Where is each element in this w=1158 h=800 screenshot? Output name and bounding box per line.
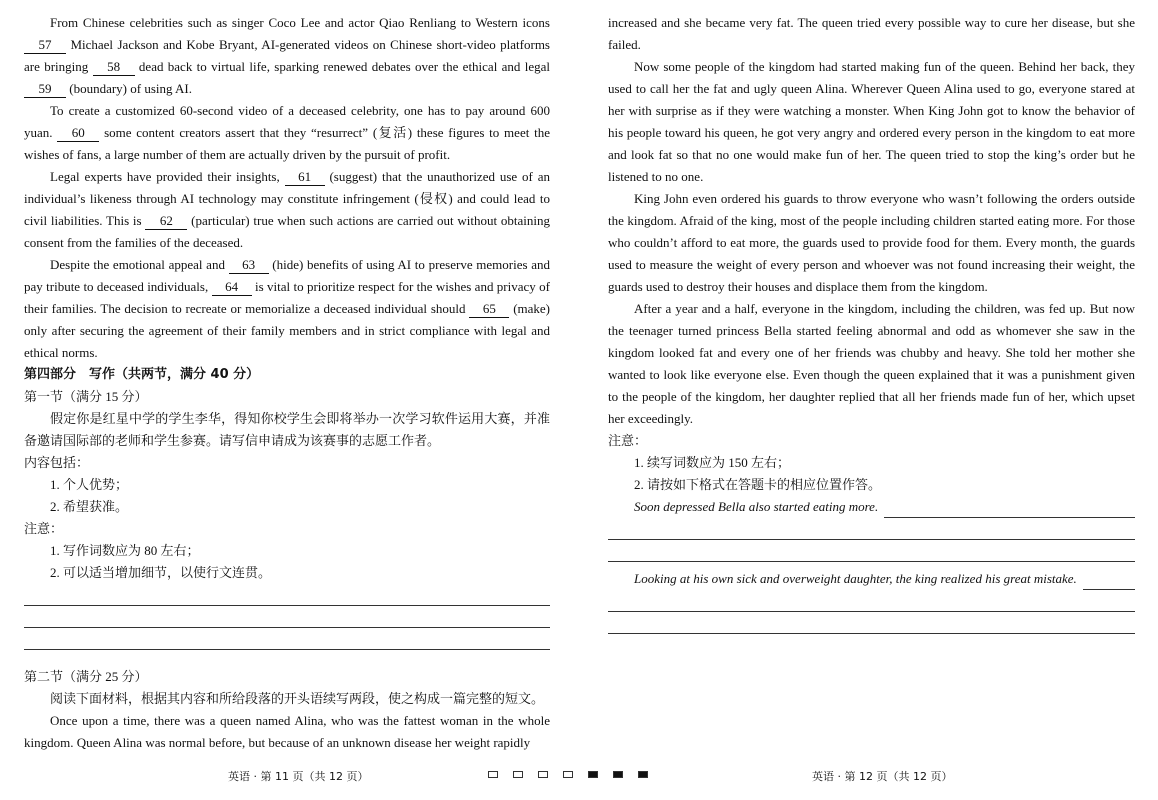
writing-line[interactable] (608, 540, 1135, 562)
left-page-column (24, 12, 550, 754)
note-item-2: 2. 可以适当增加细节，以使行文连贯。 (50, 565, 272, 580)
story-paragraph-3: King John even ordered his guards to throw everyone who wasn’t following the orders outside the kingdom. Afraid of the king, most of the people including children started eating more. For those who couldn’t afford to eat more, the guards used to provide food for them. Every month, the guards used to measure the weight of every person and whoever was not found increasing their weight, the guards used to destroy their houses and displace them from the kingdom. (608, 191, 1135, 294)
part-4-title: 第四部分 写作（共两节，满分 40 分） (24, 367, 260, 382)
writing-line[interactable] (884, 501, 1135, 518)
cloze-paragraph-3 (24, 166, 550, 254)
blank-65: 65 (469, 301, 509, 318)
section-1-title: 第一节（满分 15 分） (24, 389, 148, 404)
writing-line[interactable] (24, 606, 550, 628)
blank-60: 60 (57, 125, 99, 142)
blank-57: 57 (24, 37, 66, 54)
prompt-text: Looking at his own sick and overweight daughter, the king realized his great mistake. (634, 571, 1077, 586)
content-item-2: 2. 希望获准。 (50, 499, 129, 514)
text: (suggest) that the unauthorized use of an individual’s likeness through AI technology may constitute infringement (侵权) and could lead to civil liabilities. This is (24, 169, 550, 228)
story-paragraph-1: Once upon a time, there was a queen named Alina, who was the fattest woman in the whole kingdom. Queen Alina was normal before, but because of an unknown disease her weight rapidly (24, 713, 550, 750)
note-label: 注意： (608, 433, 648, 448)
square-mark (563, 771, 573, 778)
registration-marks (488, 771, 648, 778)
note-label: 注意： (24, 521, 64, 536)
text: Despite the emotional appeal and (50, 257, 229, 272)
blank-61: 61 (285, 169, 325, 186)
section-1-instructions: 假定你是红星中学的学生李华，得知你校学生会即将举办一次学习软件运用大赛，并准备邀请国际部的老师和学生参赛。请写信申请成为该赛事的志愿工作者。 (24, 411, 550, 448)
filled-square-mark (613, 771, 623, 778)
cloze-paragraph-1 (24, 12, 550, 100)
square-mark (513, 771, 523, 778)
text: (hide) benefits of using AI to preserve memories and pay tribute to deceased individuals, (24, 257, 550, 294)
cloze-paragraph-2 (24, 100, 550, 166)
writing-line[interactable] (608, 518, 1135, 540)
blank-62: 62 (145, 213, 187, 230)
story-paragraph-1-continued: increased and she became very fat. The queen tried every possible way to cure her disease, but she failed. (608, 15, 1135, 52)
filled-square-mark (588, 771, 598, 778)
text: To create a customized 60-second video of a deceased celebrity, one has to pay around 600 yuan. (24, 103, 550, 140)
story-paragraph-4: After a year and a half, everyone in the kingdom, including the children, was fed up. But now the teenager turned princess Bella started feeling abnormal and odd as whomever she saw in the kingdom looked fat and every one of her friends was chubby and heavy. She told her mother she wanted to look like everyone else. Even though the queen explained that it was a punishment given to the people of the kingdom, her daughter replied that all her friends made fun of her, which upset her exceedingly. (608, 301, 1135, 426)
text: Michael Jackson and Kobe Bryant, AI-generated videos on Chinese short-video platforms are bringing (24, 37, 550, 74)
blank-64: 64 (212, 279, 252, 296)
text: Legal experts have provided their insights, (50, 169, 285, 184)
text: (boundary) of using AI. (66, 81, 193, 96)
right-page-column (608, 12, 1135, 634)
note-item-2: 2. 请按如下格式在答题卡的相应位置作答。 (634, 477, 882, 492)
writing-line[interactable] (24, 628, 550, 650)
page-number-left: 英语 · 第 11 页（共 12 页） (228, 770, 369, 783)
story-paragraph-2: Now some people of the kingdom had started making fun of the queen. Behind her back, they used to call her the fat and ugly queen Alina. Wherever Queen Alina used to go, everyone stared at her with surprise as if they were watching a monster. When King John got to know the behavior of his people toward his queen, he got very angry and ordered every person in the kingdom to eat more and look fat so that no one would make fun of her. The queen tried to stop the king’s order but he listened to no one. (608, 59, 1135, 184)
text: dead back to virtual life, sparking renewed debates over the ethical and legal (134, 59, 551, 74)
page-number-right: 英语 · 第 12 页（共 12 页） (812, 770, 953, 783)
content-item-1: 1. 个人优势； (50, 477, 129, 492)
section-2-title: 第二节（满分 25 分） (24, 669, 148, 684)
section-2-instructions: 阅读下面材料，根据其内容和所给段落的开头语续写两段，使之构成一篇完整的短文。 (50, 691, 545, 706)
filled-square-mark (638, 771, 648, 778)
text: is vital to prioritize respect for the wishes and privacy of their families. The decision to recreate or memorialize a deceased individual should (24, 279, 550, 316)
writing-line[interactable] (608, 612, 1135, 634)
cloze-paragraph-4 (24, 254, 550, 364)
text: some content creators assert that they “resurrect” (复活) these figures to meet the wishes of fans, a large number of them are actually driven by the pursuit of profit. (24, 125, 550, 162)
content-label: 内容包括： (24, 455, 90, 470)
text: From Chinese celebrities such as singer Coco Lee and actor Qiao Renliang to Western icons (50, 15, 550, 30)
writing-line[interactable] (24, 584, 550, 606)
writing-line[interactable] (1083, 573, 1135, 590)
note-item-1: 1. 写作词数应为 80 左右； (50, 543, 200, 558)
continuation-prompt-2 (608, 568, 1135, 590)
square-mark (538, 771, 548, 778)
spacer (24, 650, 550, 666)
blank-58: 58 (93, 59, 135, 76)
prompt-text: Soon depressed Bella also started eating more. (634, 499, 879, 514)
text: (make) only after securing the agreement of their family members and in strict compliance with legal and ethical norms. (24, 301, 551, 360)
note-item-1: 1. 续写词数应为 150 左右； (634, 455, 791, 470)
continuation-prompt-1 (608, 496, 1135, 518)
text: (particular) true when such actions are carried out without obtaining consent from the families of the deceased. (24, 213, 550, 250)
square-mark (488, 771, 498, 778)
blank-59: 59 (24, 81, 66, 98)
blank-63: 63 (229, 257, 269, 274)
writing-line[interactable] (608, 590, 1135, 612)
